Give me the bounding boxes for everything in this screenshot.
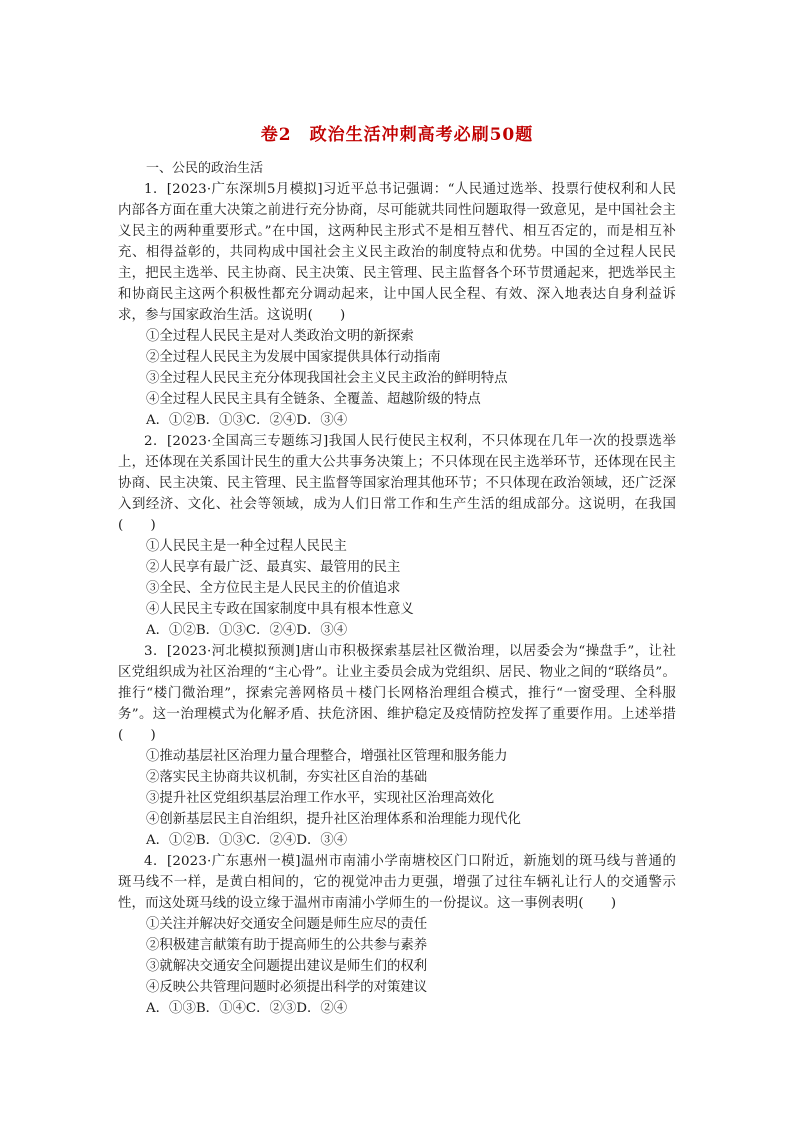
question-4 <box>118 851 676 1019</box>
option-4: ④反映公共管理问题时必须提出科学的对策建议 <box>146 980 428 995</box>
option-2: ②落实民主协商共议机制，夯实社区自治的基础 <box>146 770 428 785</box>
option-3: ③全过程人民民主充分体现我国社会主义民主政治的鲜明特点 <box>146 371 508 386</box>
option-1: ①人民民主是一种全过程人民民主 <box>146 539 347 554</box>
question-stem: 4．[2023·广东惠州一模]温州市南浦小学南塘校区门口附近，新施划的斑马线与普通的斑马线不一样，是黄白相间的，它的视觉冲击力更强，增强了过往车辆礼让行人的交通警示性，而这处斑马线的设立缘于温州市南浦小学师生的一份提议。这一事例表明( ) <box>118 854 676 911</box>
question-stem: 3．[2023·河北模拟预测]唐山市积极探索基层社区微治理，以居委会为“操盘手”，让社区党组织成为社区治理的“主心骨”。让业主委员会成为党组织、居民、物业之间的“联络员”。推行“楼门微治理”，探索完善网格员＋楼门长网格治理组合模式，推行“一窗受理、全科服务”。这一治理模式为化解矛盾、扶危济困、维护稳定及疫情防控发挥了重要作用。上述举措( ) <box>118 644 676 743</box>
question-stem: 1．[2023·广东深圳5月模拟]习近平总书记强调：“人民通过选举、投票行使权利和人民内部各方面在重大决策之前进行充分协商，尽可能就共同性问题取得一致意见，是中国社会主义民主的两种重要形式。”在中国，这两种民主形式不是相互替代、相互否定的，而是相互补充、相得益彰的，共同构成中国社会主义民主政治的制度特点和优势。中国的全过程人民民主，把民主选举、民主协商、民主决策、民主管理、民主监督各个环节贯通起来，把选举民主和协商民主这两个积极性都充分调动起来，让中国人民全程、有效、深入地表达自身利益诉求，参与国家政治生活。这说明( ) <box>118 182 676 323</box>
option-2: ②人民享有最广泛、最真实、最管用的民主 <box>146 560 401 575</box>
question-stem: 2．[2023·全国高三专题练习]我国人民行使民主权利，不只体现在几年一次的投票选举上，还体现在关系国计民生的重大公共事务决策上；不只体现在民主选举环节，还体现在民主协商、民主决策、民主管理、民主监督等国家治理其他环节；不只体现在政治领域，还广泛深入到经济、文化、社会等领域，成为人们日常工作和生产生活的组成部分。这说明，在我国( ) <box>118 434 676 533</box>
question-3 <box>118 641 676 851</box>
page-title: 卷2 政治生活冲刺高考必刷50题 <box>260 125 534 145</box>
option-4: ④创新基层民主自治组织，提升社区治理体系和治理能力现代化 <box>146 812 521 827</box>
option-4: ④人民民主专政在国家制度中具有根本性意义 <box>146 602 414 617</box>
option-3: ③提升社区党组织基层治理工作水平，实现社区治理高效化 <box>146 791 495 806</box>
option-1: ①推动基层社区治理力量合理整合，增强社区管理和服务能力 <box>146 749 508 764</box>
document-page <box>118 118 676 1019</box>
section-heading: 一、公民的政治生活 <box>146 161 264 176</box>
option-2: ②积极建言献策有助于提高师生的公共参与素养 <box>146 938 428 953</box>
option-1: ①关注并解决好交通安全问题是师生应尽的责任 <box>146 917 428 932</box>
answer-choices: A．①②B．①③C．②④D．③④ <box>146 413 348 428</box>
answer-choices: A．①②B．①③C．②④D．③④ <box>146 623 348 638</box>
option-2: ②全过程人民民主为发展中国家提供具体行动指南 <box>146 350 441 365</box>
question-1 <box>118 179 676 431</box>
option-4: ④全过程人民民主具有全链条、全覆盖、超越阶级的特点 <box>146 392 481 407</box>
answer-choices: A．①②B．①③C．②④D．③④ <box>146 833 348 848</box>
question-2 <box>118 431 676 641</box>
option-3: ③就解决交通安全问题提出建议是师生们的权利 <box>146 959 428 974</box>
option-1: ①全过程人民民主是对人类政治文明的新探索 <box>146 329 414 344</box>
option-3: ③全民、全方位民主是人民民主的价值追求 <box>146 581 401 596</box>
answer-choices: A．①③B．①④C．②③D．②④ <box>146 1001 348 1016</box>
